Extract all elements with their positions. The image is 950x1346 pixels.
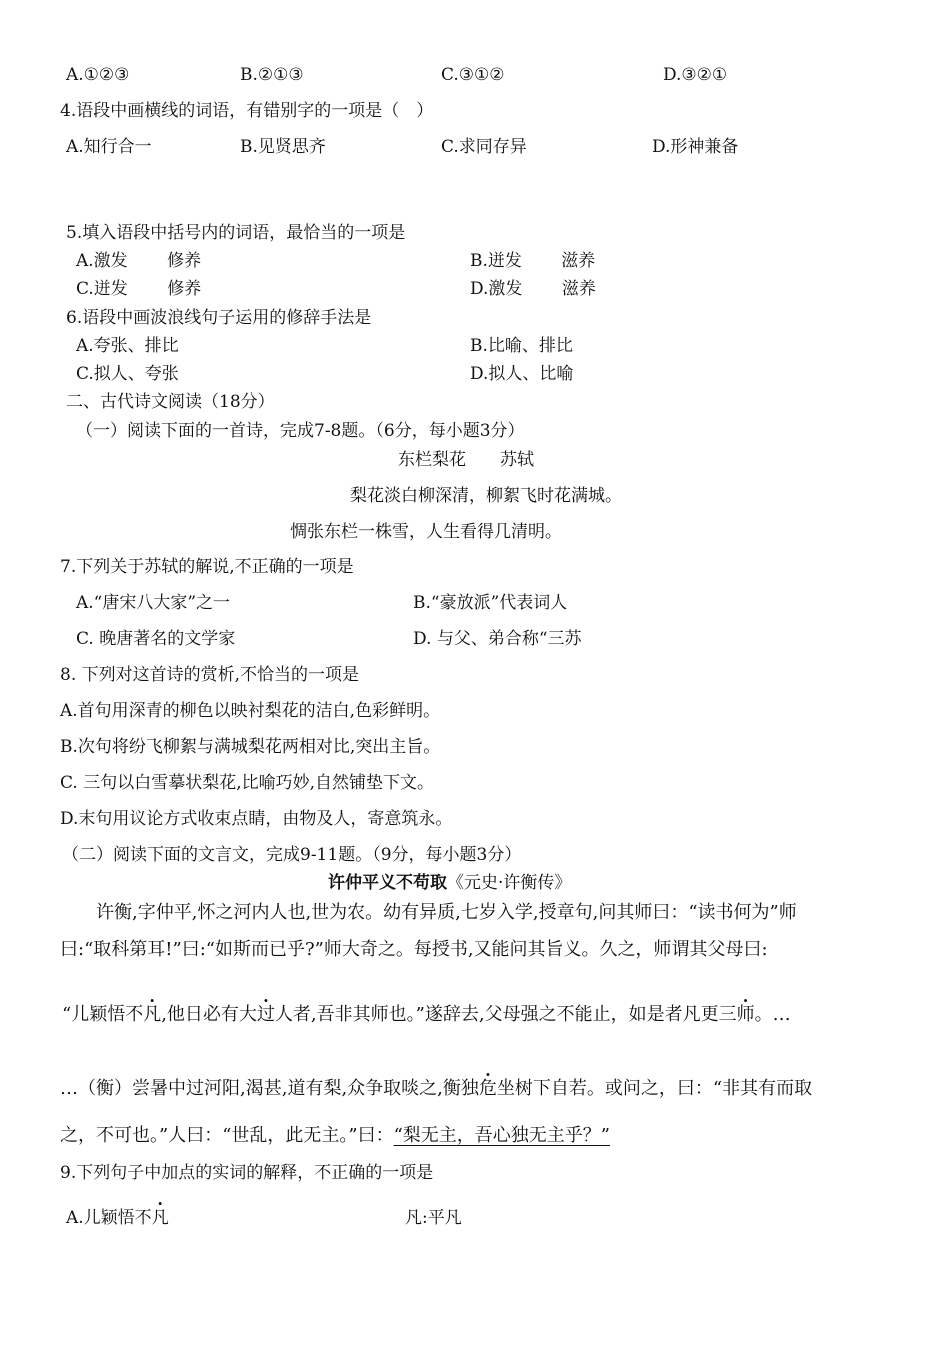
q6-option-d: D.拟人、比喻 (470, 364, 574, 384)
passage-line-5 (60, 1125, 610, 1147)
q4-option-c: C.求同存异 (441, 137, 527, 157)
q5-option-c: C.迸发 修养 (76, 279, 202, 299)
passage-text: 。… (754, 1004, 791, 1025)
q7-option-b: B.“豪放派”代表词人 (413, 593, 568, 613)
q5-option-b: B.迸发 滋养 (470, 251, 596, 271)
dotted-char: 凡 (143, 1004, 162, 1025)
underlined-sentence: “梨无主，吾心独无主乎？” (393, 1125, 611, 1146)
passage-title-source: 《元史·许衡传》 (447, 873, 572, 893)
dotted-char: 师 (736, 1004, 755, 1025)
passage-text: …（衡）尝暑中过河阳,渴甚,道有梨,众争取啖之,衡独 (60, 1078, 479, 1099)
poem-line-1: 梨花淡白柳深清，柳絮飞时花满城。 (350, 486, 622, 506)
q8-option-c: C. 三句以白雪摹状梨花,比喻巧妙,自然铺垫下文。 (60, 773, 435, 793)
q8-option-d: D.末句用议论方式收束点睛，由物及人，寄意筑永。 (60, 809, 453, 829)
poem-line-2: 惆张东栏一株雪，人生看得几清明。 (290, 522, 562, 542)
q4-stem: 4.语段中画横线的词语，有错别字的一项是（ ） (60, 101, 434, 121)
passage-line-4 (60, 1078, 812, 1100)
q9-option-a-gloss: 凡:平凡 (405, 1208, 462, 1228)
q3-option-d: D.③②① (663, 65, 728, 85)
q6-option-c: C.拟人、夸张 (76, 364, 179, 384)
passage-text: 人者,吾非其师也。”遂辞去,父母强之不能止，如是者凡更三 (274, 1004, 737, 1025)
q3-option-a: A.①②③ (66, 65, 130, 85)
part2-instructions: （二）阅读下面的文言文，完成9-11题。（9分，每小题3分） (62, 845, 522, 865)
q8-option-a: A.首句用深青的柳色以映衬梨花的洁白,色彩鲜明。 (60, 701, 441, 721)
passage-line-2: 曰:“取科第耳!”曰:“如斯而已乎?”师大奇之。每授书,又能问其旨义。久之，师谓其父母曰: (60, 939, 768, 960)
dotted-char: 过 (256, 1004, 275, 1025)
q7-option-d: D. 与父、弟合称“三苏 (413, 629, 582, 649)
q9-option-a (66, 1207, 169, 1229)
dotted-char: 危 (478, 1078, 497, 1099)
passage-line-1: 许衡,字仲平,怀之河内人也,世为农。幼有异质,七岁入学,授章句,问其师曰：“读书何为”师 (96, 902, 797, 923)
q3-option-c: C.③①② (441, 65, 505, 85)
q8-option-b: B.次句将纷飞柳絮与满城梨花两相对比,突出主旨。 (60, 737, 441, 757)
q5-option-d: D.激发 滋养 (470, 279, 596, 299)
passage-text: 坐树下自若。或问之，曰：“非其有而取 (496, 1078, 813, 1099)
q4-option-d: D.形神兼备 (652, 137, 739, 157)
passage-text: ,他日必有大 (161, 1004, 257, 1025)
q7-option-c: C. 晚唐著名的文学家 (76, 629, 236, 649)
part1-instructions: （一）阅读下面的一首诗，完成7-8题。（6分，每小题3分） (76, 421, 525, 441)
passage-text: 之，不可也。”人曰：“世乱，此无主。”曰： (60, 1125, 394, 1146)
q6-stem: 6.语段中画波浪线句子运用的修辞手法是 (66, 308, 372, 328)
q5-option-a: A.激发 修养 (76, 251, 202, 271)
q9-stem: 9.下列句子中加点的实词的解释，不正确的一项是 (60, 1163, 434, 1183)
q7-option-a: A.“唐宋八大家”之一 (76, 593, 231, 613)
q7-stem: 7.下列关于苏轼的解说,不正确的一项是 (60, 557, 354, 577)
passage-line-3 (62, 1004, 791, 1026)
q8-stem: 8. 下列对这首诗的赏析,不恰当的一项是 (60, 665, 360, 685)
dotted-char: 凡 (151, 1208, 169, 1228)
q6-option-b: B.比喻、排比 (470, 336, 573, 356)
section-title: 二、古代诗文阅读（18分） (66, 392, 275, 412)
passage-text: “儿颖悟不 (62, 1004, 144, 1025)
q3-option-b: B.②①③ (240, 65, 304, 85)
q5-stem: 5.填入语段中括号内的词语，最恰当的一项是 (66, 223, 406, 243)
q9-option-a-text: A.儿颖悟不 (66, 1208, 152, 1228)
q6-option-a: A.夸张、排比 (76, 336, 179, 356)
q4-option-b: B.见贤思齐 (240, 137, 326, 157)
poem-title: 东栏梨花 苏轼 (398, 450, 534, 470)
passage-title (328, 872, 571, 894)
passage-title-main: 许仲平义不苟取 (328, 873, 447, 893)
q4-option-a: A.知行合一 (66, 137, 152, 157)
